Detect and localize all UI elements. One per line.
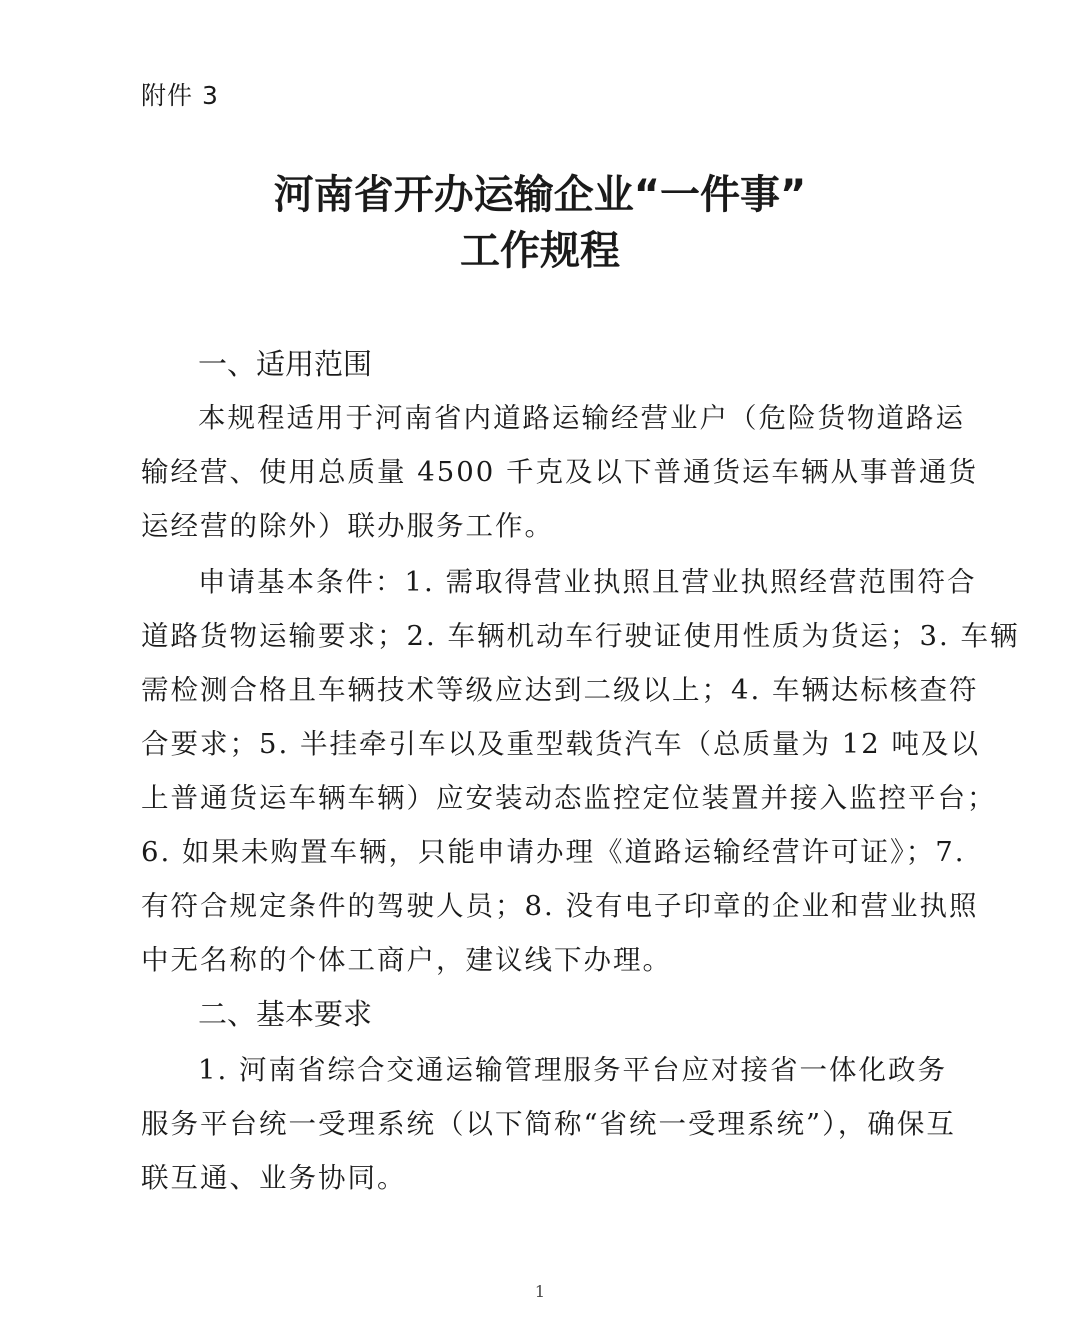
document-title-line1: 河南省开办运输企业“一件事” <box>273 172 807 218</box>
paragraph-line: 有符合规定条件的驾驶人员；8. 没有电子印章的企业和营业执照 <box>141 890 979 922</box>
document-title-line2: 工作规程 <box>460 228 620 274</box>
paragraph-line: 联互通、业务协同。 <box>141 1162 407 1194</box>
paragraph-line: 申请基本条件：1. 需取得营业执照且营业执照经营范围符合 <box>198 566 977 598</box>
paragraph-line: 本规程适用于河南省内道路运输经营业户（危险货物道路运 <box>198 402 965 434</box>
paragraph-line: 6. 如果未购置车辆，只能申请办理《道路运输经营许可证》；7. <box>141 836 966 868</box>
attachment-label: 附件 3 <box>141 81 219 110</box>
paragraph-line: 上普通货运车辆车辆）应安装动态监控定位装置并接入监控平台； <box>141 782 997 814</box>
paragraph-line: 需检测合格且车辆技术等级应达到二级以上；4. 车辆达标核查符 <box>141 674 979 706</box>
paragraph-line: 运经营的除外）联办服务工作。 <box>141 510 554 542</box>
paragraph-line: 1. 河南省综合交通运输管理服务平台应对接省一体化政务 <box>198 1054 947 1086</box>
page-number: 1 <box>534 1282 546 1301</box>
paragraph-line: 服务平台统一受理系统（以下简称“省统一受理系统”），确保互 <box>141 1108 956 1140</box>
paragraph-line: 合要求；5. 半挂牵引车以及重型载货汽车（总质量为 12 吨及以 <box>141 728 980 760</box>
paragraph-line: 道路货物运输要求；2. 车辆机动车行驶证使用性质为货运；3. 车辆 <box>141 620 1020 652</box>
section-heading-scope: 一、适用范围 <box>198 347 373 381</box>
paragraph-line: 中无名称的个体工商户，建议线下办理。 <box>141 944 672 976</box>
paragraph-line: 输经营、使用总质量 4500 千克及以下普通货运车辆从事普通货 <box>141 456 978 488</box>
section-heading-requirements: 二、基本要求 <box>198 997 373 1031</box>
